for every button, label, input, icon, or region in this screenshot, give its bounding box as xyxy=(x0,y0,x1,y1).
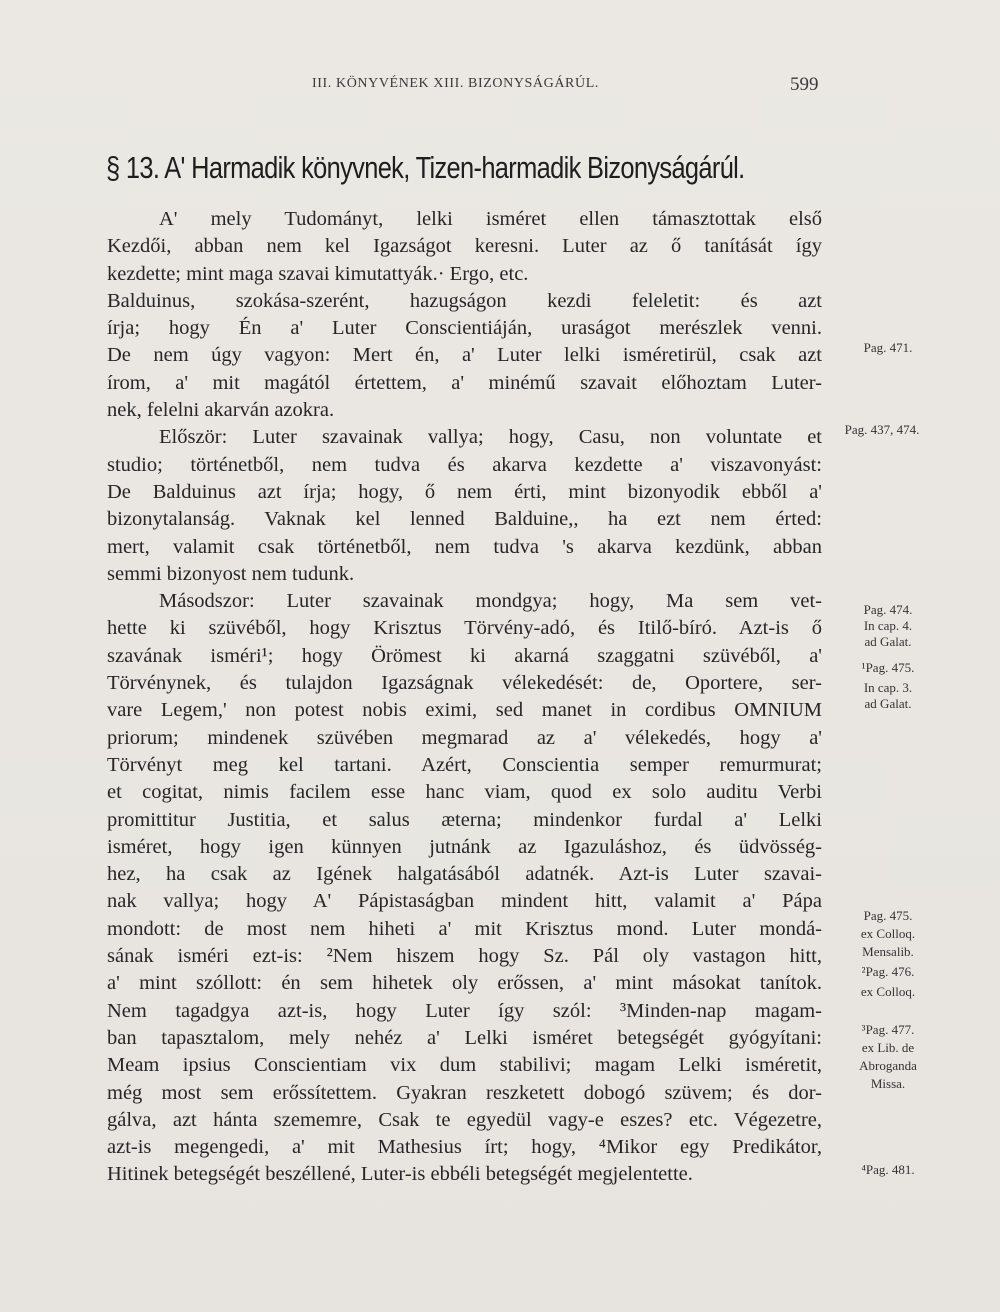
text-line: Hitinek betegségét beszéllené, Luter-is ebbéli betegségét megjelentette. xyxy=(107,1163,693,1186)
text-line: Másodszor: Luter szavainak mondgya; hogy, Ma sem vet- xyxy=(159,590,822,613)
text-line: írja; hogy Én a' Luter Conscientiáján, uraságot merészlek venni. xyxy=(107,317,822,340)
section-title: § 13. A' Harmadik könyvnek, Tizen-harmadik Bizonyságárúl. xyxy=(106,150,745,185)
page-number: 599 xyxy=(790,74,819,95)
margin-note: Missa. xyxy=(870,1076,906,1091)
text-line: Balduinus, szokása-szerént, hazugságon kezdi feleletit: és azt xyxy=(107,289,822,312)
text-line: nak vallya; hogy A' Pápistaságban mindent hitt, valamit a' Pápa xyxy=(107,890,822,913)
margin-note: ad Galat. xyxy=(864,634,912,649)
text-line: studio; történetből, nem tudva és akarva kezdette a' viszavonyást: xyxy=(107,453,822,476)
text-line: mert, valamit csak történetből, nem tudva 's akarva kezdünk, abban xyxy=(107,535,822,558)
margin-note: ex Colloq. xyxy=(860,984,916,999)
margin-note: Pag. 471. xyxy=(863,340,913,355)
text-line: bizonytalanság. Vaknak kel lenned Balduine,, ha ezt nem érted: xyxy=(107,508,822,531)
text-line: promittitur Justitia, et salus æterna; mindenkor furdal a' Lelki xyxy=(107,808,822,831)
margin-note: ex Colloq. xyxy=(860,926,916,941)
text-line: De nem úgy vagyon: Mert én, a' Luter lelki isméretirül, csak azt xyxy=(107,344,822,367)
margin-note: Abroganda xyxy=(859,1058,917,1073)
text-line: Törvénynek, és tulajdon Igazságnak vélekedését: de, Oportere, ser- xyxy=(107,672,822,695)
text-line: a' mint szóllott: én sem hihetek oly erőssen, a' mint másokat tanítok. xyxy=(107,972,822,995)
text-line: gálva, azt hánta szememre, Csak te egyedül vagy-e eszes? etc. Végezetre, xyxy=(107,1108,822,1131)
text-line: írom, a' mit magától értettem, a' minémű szavait előhoztam Luter- xyxy=(107,371,822,394)
text-line: kezdette; mint maga szavai kimutattyák.· Ergo, etc. xyxy=(107,262,529,285)
text-line: még most sem erőssítettem. Gyakran reszketett dobogó szüvem; és dor- xyxy=(107,1081,822,1104)
text-line: Kezdői, abban nem kel Igazságot keresni. Luter az ő tanítását így xyxy=(107,235,822,258)
margin-note: Pag. 474. xyxy=(863,602,913,617)
running-header xyxy=(0,76,1000,100)
margin-note: ³Pag. 477. xyxy=(861,1022,915,1037)
margin-note: ex Lib. de xyxy=(861,1040,915,1055)
margin-note: Pag. 437, 474. xyxy=(844,422,920,437)
text-line: vare Legem,' non potest nobis eximi, sed manet in cordibus OMNIUM xyxy=(107,699,822,722)
text-line: priorum; mindenek szüvében megmarad az a' vélekedés, hogy a' xyxy=(107,726,822,749)
text-line: Törvényt meg kel tartani. Azért, Conscientia semper remurmurat; xyxy=(107,753,822,776)
text-line: et cogitat, nimis facilem esse hanc viam, quod ex solo auditu Verbi xyxy=(107,781,822,804)
text-line: hette ki szüvéből, hogy Krisztus Törvény-adó, és Itilő-bíró. Azt-is ő xyxy=(107,617,822,640)
text-line: Először: Luter szavainak vallya; hogy, Casu, non voluntate et xyxy=(159,426,822,449)
margin-note: ad Galat. xyxy=(864,696,912,711)
margin-note: Pag. 475. xyxy=(863,908,913,923)
margin-note: ¹Pag. 475. xyxy=(861,660,915,675)
margin-note: ²Pag. 476. xyxy=(861,964,915,979)
text-line: De Balduinus azt írja; hogy, ő nem érti, mint bizonyodik ebből a' xyxy=(107,480,822,503)
margin-note: In cap. 3. xyxy=(863,680,913,695)
text-line: A' mely Tudományt, lelki isméret ellen támasztottak első xyxy=(159,208,822,230)
text-line: hez, ha csak az Igének halgatásából adatnék. Azt-is Luter szavai- xyxy=(107,863,822,886)
text-line: sának isméri ezt-is: ²Nem hiszem hogy Sz. Pál oly vastagon hitt, xyxy=(107,945,822,968)
margin-note: Mensalib. xyxy=(862,944,914,959)
text-line: ban tapasztalom, mely nehéz a' Lelki isméret betegségét gyógyítani: xyxy=(107,1026,822,1049)
text-line: semmi bizonyost nem tudunk. xyxy=(107,562,355,585)
text-line: nek, felelni akarván azokra. xyxy=(107,399,335,422)
text-line: Meam ipsius Conscientiam vix dum stabilivi; magam Lelki isméretit, xyxy=(107,1054,822,1077)
text-line: mondott: de most nem hiheti a' mit Krisztus mond. Luter mondá- xyxy=(107,917,822,940)
running-title: III. KÖNYVÉNEK XIII. BIZONYSÁGÁRÚL. xyxy=(312,76,599,91)
text-line: azt-is megengedi, a' mit Mathesius írt; hogy, ⁴Mikor egy Predikátor, xyxy=(107,1136,822,1159)
margin-note: In cap. 4. xyxy=(863,618,913,633)
text-line: szavának isméri¹; hogy Örömest ki akarná szaggatni szüvéből, a' xyxy=(107,644,822,667)
text-line: isméret, hogy igen künnyen jutnánk az Igazuláshoz, és üdvösség- xyxy=(107,835,822,858)
text-line: Nem tagadgya azt-is, hogy Luter így szól: ³Minden-nap magam- xyxy=(107,999,822,1022)
body-text xyxy=(107,206,822,1189)
margin-note: ⁴Pag. 481. xyxy=(861,1162,915,1177)
